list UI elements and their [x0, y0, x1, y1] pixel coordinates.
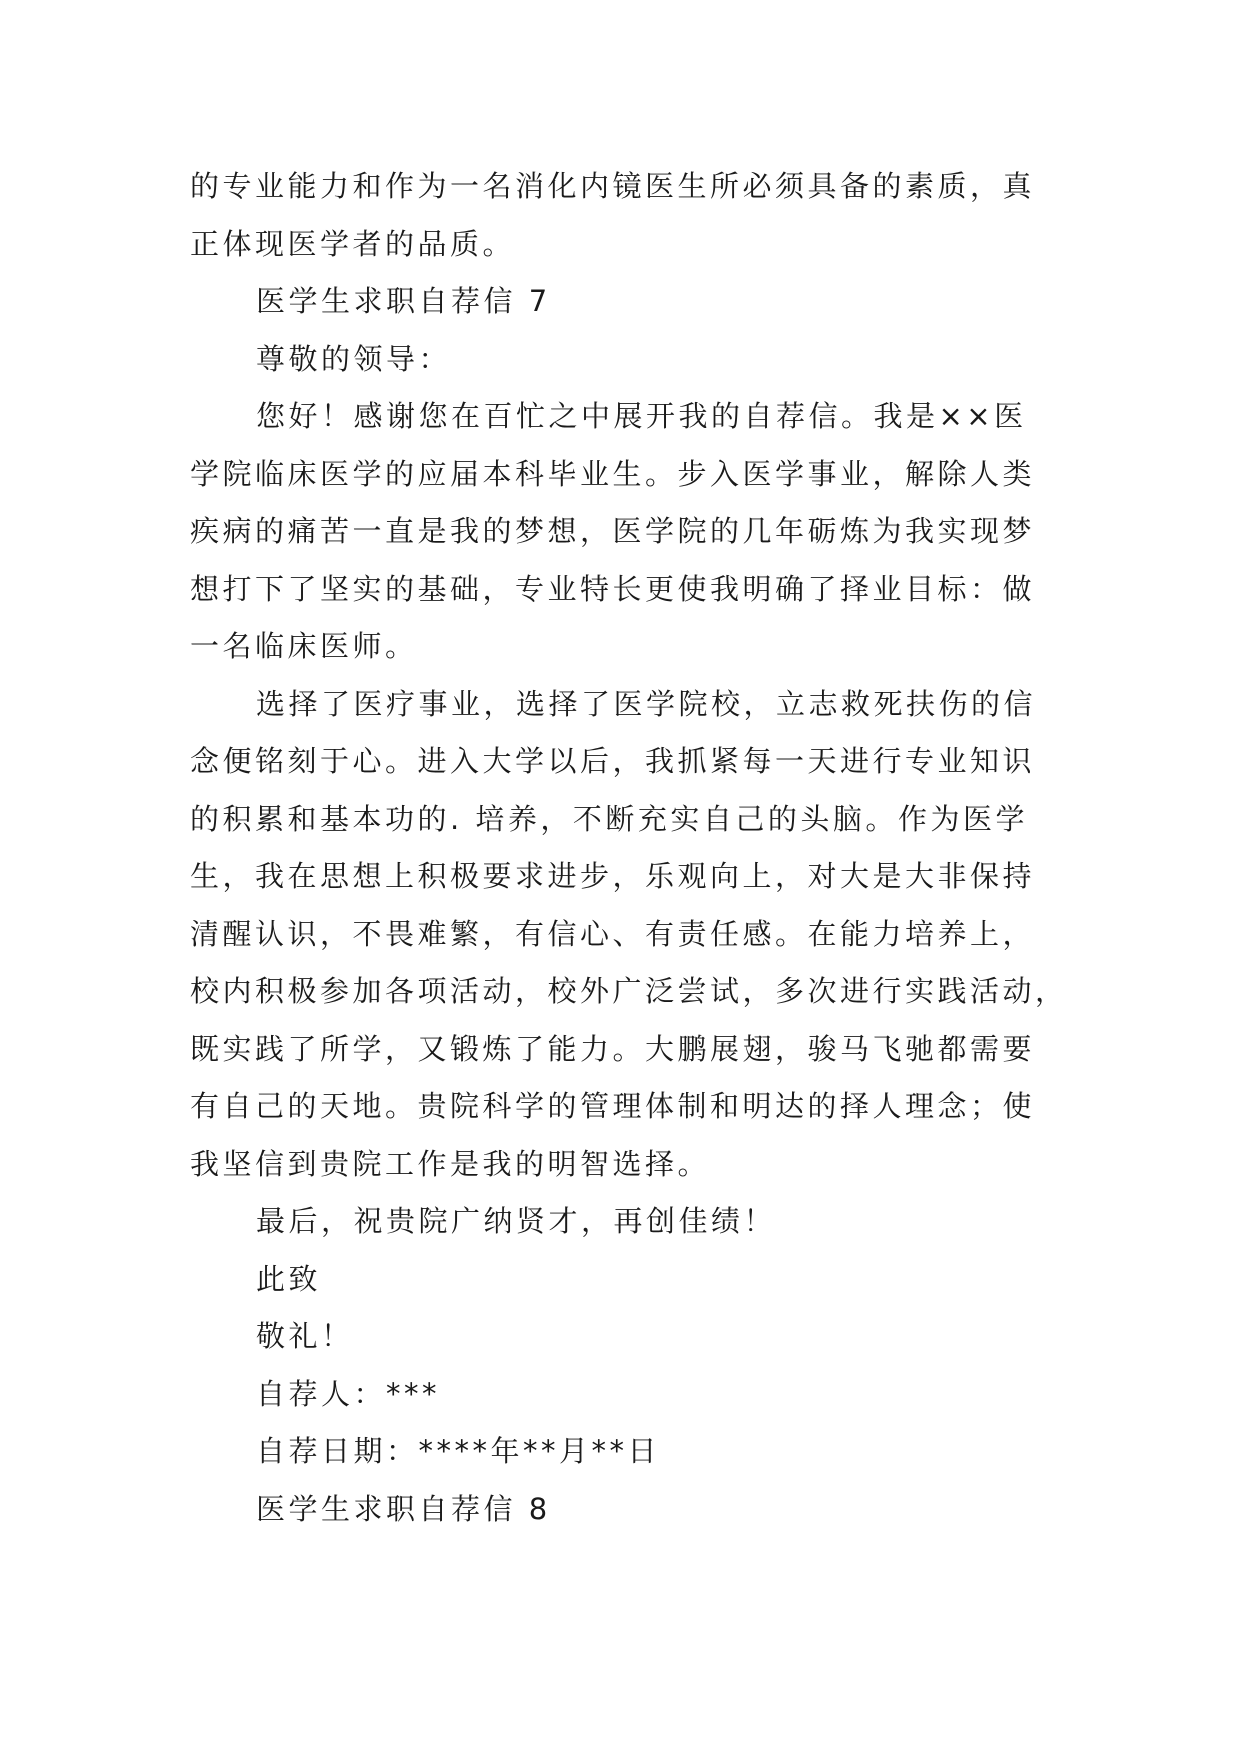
- closing-wish: 最后，祝贵院广纳贤才，再创佳绩！: [256, 1204, 777, 1238]
- paragraph-start: 选择了医疗事业，选择了医学院校，立志救死扶伤的信: [256, 686, 1037, 721]
- body-line: 疾病的痛苦一直是我的梦想，医学院的几年砺炼为我实现梦: [190, 514, 1036, 548]
- body-line: 学院临床医学的应届本科毕业生。步入医学事业，解除人类: [190, 456, 1036, 491]
- letter-body: [190, 158, 1068, 1538]
- body-line: 的专业能力和作为一名消化内镜医生所必须具备的素质，真: [190, 169, 1036, 203]
- paragraph-start: 您好！感谢您在百忙之中展开我的自荐信。我是××医: [256, 399, 1027, 433]
- section-heading: 医学生求职自荐信 7: [256, 284, 551, 318]
- body-line: 念便铭刻于心。进入大学以后，我抓紧每一天进行专业知识: [190, 744, 1036, 778]
- body-line: 想打下了坚实的基础，专业特长更使我明确了择业目标：做: [190, 571, 1036, 606]
- body-line: 生，我在思想上积极要求进步，乐观向上，对大是大非保持: [190, 859, 1036, 893]
- salutation: 尊敬的领导：: [256, 341, 452, 376]
- closing-salute: 敬礼！: [256, 1319, 354, 1353]
- signature-name: 自荐人：***: [256, 1376, 441, 1411]
- signature-date: 自荐日期：****年**月**日: [256, 1434, 661, 1468]
- body-line: 正体现医学者的品质。: [190, 226, 516, 261]
- body-line: 有自己的天地。贵院科学的管理体制和明达的择人理念；使: [190, 1089, 1036, 1123]
- closing-phrase: 此致: [256, 1261, 322, 1296]
- body-line: 既实践了所学，又锻炼了能力。大鹏展翅，骏马飞驰都需要: [190, 1031, 1036, 1066]
- body-line: 校内积极参加各项活动，校外广泛尝试，多次进行实践活动，: [190, 974, 1068, 1008]
- body-line: 的积累和基本功的. 培养，不断充实自己的头脑。作为医学: [190, 801, 1028, 836]
- body-line: 我坚信到贵院工作是我的明智选择。: [190, 1146, 711, 1181]
- section-heading: 医学生求职自荐信 8: [256, 1491, 551, 1526]
- body-line: 一名临床医师。: [190, 629, 418, 663]
- body-line: 清醒认识，不畏难繁，有信心、有责任感。在能力培养上，: [190, 916, 1036, 951]
